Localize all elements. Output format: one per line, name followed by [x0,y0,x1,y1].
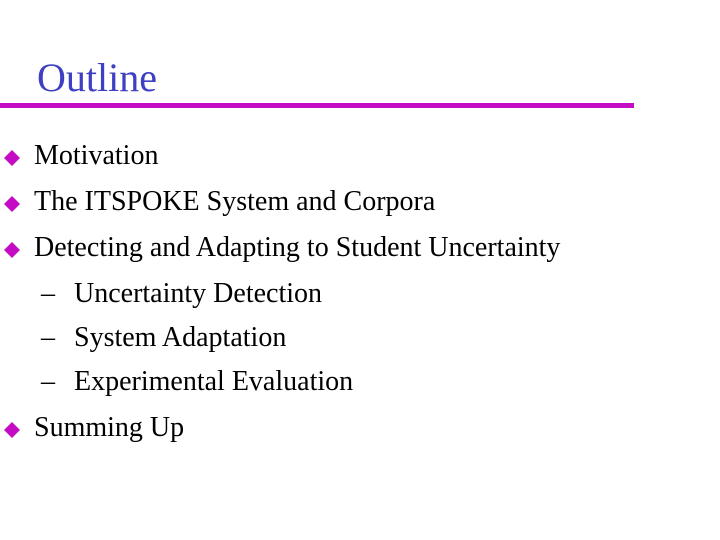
sub-bullet-dash: – [41,322,55,353]
sub-bullet-dash: – [41,366,55,397]
sub-bullet-text: Uncertainty Detection [74,278,323,309]
sub-bullet-text: System Adaptation [74,322,287,353]
diamond-bullet-icon [4,422,20,438]
bullet-text: Detecting and Adapting to Student Uncertainty [34,232,561,263]
diamond-bullet-icon [4,196,20,212]
title-underline [0,103,634,108]
sub-bullet-dash: – [41,278,55,309]
sub-bullet-text: Experimental Evaluation [74,366,354,397]
bullet-text: The ITSPOKE System and Corpora [34,186,436,217]
bullet-text: Motivation [34,140,159,171]
slide-title: Outline [37,55,157,100]
diamond-bullet-icon [4,150,20,166]
diamond-bullet-icon [4,242,20,258]
bullet-text: Summing Up [34,412,185,443]
